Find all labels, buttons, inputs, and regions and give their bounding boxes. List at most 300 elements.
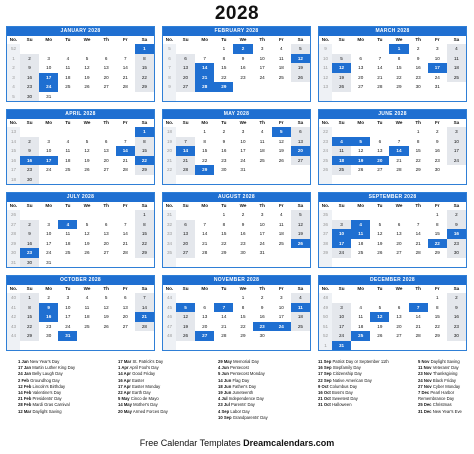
weekday-header: Su: [338, 37, 345, 42]
day-cell: 24: [259, 74, 265, 80]
holiday-date: 16 Oct: [318, 390, 331, 396]
weekday-header: Su: [182, 37, 189, 42]
day-cell: 6: [176, 220, 195, 230]
week-number: [163, 258, 176, 268]
day-cell: [116, 127, 135, 137]
day-cell: 27: [377, 167, 383, 172]
weekday-header: Th: [415, 120, 421, 125]
day-cell: 24: [259, 240, 265, 246]
day-cell: [58, 92, 77, 102]
day-cell: 3: [241, 129, 245, 134]
holiday-day-cell: 26: [291, 239, 310, 249]
month-header: DECEMBER 2028: [319, 276, 466, 285]
day-cell: 30: [447, 248, 466, 258]
day-cell: [77, 210, 96, 220]
day-cell: 4: [359, 304, 362, 310]
week-number-header: No.: [9, 286, 18, 291]
day-cell: [77, 331, 96, 341]
day-cell: 30: [46, 333, 52, 338]
day-cell: 27: [103, 167, 109, 172]
day-cell: 22: [221, 240, 227, 246]
holiday-day-cell: 16: [20, 156, 39, 166]
weekday-header: Tu: [377, 203, 383, 208]
week-number: 31: [163, 210, 176, 220]
month-block: [162, 275, 311, 351]
day-cell: 6: [291, 127, 310, 137]
day-cell: 13: [396, 231, 402, 236]
weekday-header: Mo: [45, 286, 53, 291]
week-row: [319, 229, 466, 239]
day-cell: 6: [123, 295, 127, 300]
day-cell: 15: [135, 229, 154, 239]
day-cell: 19: [377, 323, 383, 329]
footer-link[interactable]: Dreamcalendars.com: [243, 438, 335, 448]
holiday-name: Martin Luther King Day: [32, 365, 76, 371]
week-number: 27: [7, 220, 20, 230]
day-cell: [389, 175, 408, 185]
holiday-day-cell: 17: [428, 63, 447, 73]
week-number: 44: [7, 331, 20, 341]
day-cell: 5: [85, 55, 89, 61]
day-cell: 22: [415, 157, 421, 163]
day-cell: 5: [378, 221, 382, 227]
day-cell: [214, 175, 233, 185]
day-cell: 16: [259, 314, 265, 319]
day-cell: 1: [203, 129, 206, 134]
day-cell: 19: [176, 322, 195, 332]
weekday-header: Th: [103, 120, 109, 125]
weekday-header: Th: [259, 120, 265, 125]
week-row: [319, 258, 466, 268]
holiday-day-cell: 28: [195, 82, 214, 92]
day-cell: 21: [377, 74, 383, 80]
holiday-name: Good Friday: [132, 371, 156, 377]
week-number: 5: [163, 44, 176, 54]
day-cell: 20: [176, 239, 195, 249]
week-number: 46: [163, 312, 176, 322]
day-cell: 12: [84, 231, 90, 236]
week-number: 26: [7, 210, 20, 220]
day-cell: 20: [103, 74, 109, 80]
day-cell: 7: [135, 293, 154, 303]
week-row: [7, 44, 154, 54]
day-cell: [351, 127, 370, 137]
day-cell: 4: [66, 138, 70, 144]
week-number: 49: [319, 303, 332, 313]
weekday-header: We: [83, 286, 91, 291]
day-cell: 8: [435, 304, 439, 310]
holiday-date: 21 Oct: [318, 396, 331, 402]
day-cell: 8: [241, 304, 245, 310]
day-cell: 13: [396, 314, 402, 319]
day-cell: 22: [135, 73, 154, 83]
day-cell: 23: [20, 82, 39, 92]
week-row: [7, 92, 154, 102]
weekday-header: Tu: [221, 203, 227, 208]
day-cell: 16: [20, 73, 39, 83]
day-cell: [370, 341, 389, 351]
holiday-day-cell: 17: [39, 156, 58, 166]
day-cell: 15: [415, 148, 421, 153]
month-header: OCTOBER 2028: [7, 276, 154, 285]
day-cell: 9: [447, 220, 466, 230]
day-cell: 7: [203, 55, 206, 61]
day-cell: 23: [20, 165, 39, 175]
holiday-column: [418, 359, 472, 421]
day-cell: [409, 92, 428, 102]
week-number: 18: [163, 127, 176, 137]
week-row: [319, 156, 466, 166]
holiday-name: Stepfamily Day: [332, 365, 361, 371]
day-cell: 5: [332, 54, 351, 64]
week-number: 31: [7, 258, 20, 268]
holiday-date: 27 Nov: [418, 383, 432, 389]
holiday-day-cell: 12: [332, 63, 351, 73]
holiday-name: Sweetest Day: [331, 396, 358, 402]
holiday-name: Easter Monday: [132, 383, 161, 389]
holiday-date: 23 Jul: [218, 402, 230, 408]
weekday-header: We: [239, 120, 247, 125]
day-cell: 26: [84, 250, 90, 255]
holiday-date: 5 Jun: [218, 371, 229, 377]
day-cell: [20, 341, 39, 351]
day-cell: 24: [332, 248, 351, 258]
holiday-day-cell: 4: [58, 220, 77, 230]
week-row: [163, 73, 310, 83]
month-header: JANUARY 2028: [7, 27, 154, 36]
month-header: FEBRUARY 2028: [163, 27, 310, 36]
day-cell: 2: [447, 293, 466, 303]
holiday-day-cell: 20: [291, 146, 310, 156]
day-cell: 27: [176, 82, 195, 92]
holiday-date: 24 Nov: [418, 377, 432, 383]
day-cell: 13: [103, 231, 109, 236]
day-cell: 11: [447, 54, 466, 64]
week-row: [163, 165, 310, 175]
day-cell: 15: [221, 231, 227, 236]
week-row: [163, 331, 310, 341]
week-row: [163, 92, 310, 102]
weekday-header: Tu: [65, 203, 71, 208]
day-cell: 24: [46, 167, 52, 172]
week-number: 5: [7, 92, 20, 102]
day-cell: 25: [278, 240, 284, 246]
day-cell: 29: [221, 250, 227, 255]
day-cell: [135, 92, 154, 102]
week-number: 10: [319, 54, 332, 64]
day-cell: 3: [47, 55, 50, 61]
day-cell: 5: [85, 138, 89, 144]
day-cell: 13: [377, 148, 383, 153]
holiday-item: [18, 409, 115, 415]
week-row: [7, 312, 154, 322]
day-cell: [291, 165, 310, 175]
holiday-date: 16 Sep: [318, 365, 332, 371]
month-block: [6, 275, 155, 351]
week-row: [319, 293, 466, 303]
day-cell: [332, 293, 351, 303]
day-cell: 18: [358, 240, 364, 246]
day-cell: 10: [65, 304, 71, 310]
week-row: [7, 127, 154, 137]
day-cell: [370, 293, 389, 303]
day-cell: 21: [122, 240, 128, 246]
holiday-date: 14 May: [118, 402, 132, 408]
holiday-date: 2 Feb: [18, 377, 29, 383]
weekday-header-row: [7, 119, 154, 127]
day-cell: [428, 341, 447, 351]
day-cell: [409, 258, 428, 268]
week-number: 2: [7, 63, 20, 73]
week-row: [7, 220, 154, 230]
day-cell: [351, 210, 370, 220]
day-cell: [176, 341, 195, 351]
day-cell: 21: [176, 156, 195, 166]
day-cell: 11: [65, 65, 71, 70]
weekday-header: Su: [182, 120, 189, 125]
week-row: [319, 82, 466, 92]
day-cell: [214, 341, 233, 351]
holiday-name: Halloween: [331, 402, 352, 408]
day-cell: 29: [415, 167, 421, 172]
holiday-date: 31 Oct: [318, 402, 331, 408]
day-cell: 6: [104, 138, 108, 144]
day-cell: [332, 175, 351, 185]
day-cell: 4: [279, 46, 283, 51]
week-row: [7, 175, 154, 185]
day-cell: [176, 127, 195, 137]
day-cell: 29: [396, 84, 402, 89]
day-cell: 27: [396, 250, 402, 255]
day-cell: 16: [240, 231, 246, 236]
day-cell: [176, 92, 195, 102]
day-cell: [447, 82, 466, 92]
weekday-header: Sa: [141, 286, 148, 291]
holiday-name: Juneteenth: [232, 390, 254, 396]
day-cell: 16: [415, 65, 421, 70]
day-cell: 5: [104, 295, 108, 300]
holiday-date: 9 Oct: [318, 383, 329, 389]
week-row: [319, 73, 466, 83]
day-cell: 14: [122, 65, 128, 70]
holiday-day-cell: 31: [58, 331, 77, 341]
day-cell: 25: [291, 322, 310, 332]
week-number: [163, 341, 176, 351]
week-row: [163, 44, 310, 54]
weekday-header: Sa: [453, 286, 460, 291]
month-header: MARCH 2028: [319, 27, 466, 36]
day-cell: [39, 127, 58, 137]
week-number: 11: [319, 63, 332, 73]
week-row: [163, 82, 310, 92]
day-cell: 15: [434, 314, 440, 319]
day-cell: 13: [122, 304, 128, 310]
day-cell: [447, 92, 466, 102]
weekday-header: Th: [103, 286, 109, 291]
day-cell: 24: [332, 331, 351, 341]
weekday-header: Fr: [434, 203, 440, 208]
day-cell: [351, 293, 370, 303]
day-cell: 26: [176, 331, 195, 341]
weekday-header: Fr: [122, 120, 128, 125]
day-cell: [447, 258, 466, 268]
day-cell: 6: [176, 54, 195, 64]
holiday-name: Valentine's Day: [32, 390, 62, 396]
week-number: 9: [319, 44, 332, 54]
day-cell: [447, 165, 466, 175]
holiday-day-cell: 12: [291, 54, 310, 64]
holiday-day-cell: 31: [332, 341, 351, 351]
week-number: 50: [319, 312, 332, 322]
day-cell: 31: [259, 250, 265, 255]
day-cell: 26: [84, 84, 90, 89]
day-cell: 30: [20, 258, 39, 268]
week-row: [319, 175, 466, 185]
day-cell: [253, 165, 272, 175]
weekday-header: Mo: [201, 120, 209, 125]
day-cell: [176, 210, 195, 220]
holiday-date: 18 Jun: [218, 383, 232, 389]
week-number: 52: [7, 44, 20, 54]
weekday-header: Fr: [278, 203, 284, 208]
day-cell: 25: [65, 84, 71, 89]
holiday-name: Mardi Gras Carnival: [32, 402, 70, 408]
holiday-day-cell: 10: [332, 229, 351, 239]
holiday-date: 28 Feb: [18, 402, 32, 408]
holiday-date: 5 Nov: [418, 359, 430, 364]
holiday-day-cell: 21: [135, 312, 154, 322]
day-cell: 14: [377, 65, 383, 70]
day-cell: 29: [434, 250, 440, 255]
weekday-header-row: [7, 285, 154, 293]
week-number-header: No.: [321, 286, 330, 291]
day-cell: 2: [20, 220, 39, 230]
day-cell: 22: [135, 239, 154, 249]
day-cell: 17: [332, 322, 351, 332]
day-cell: 3: [260, 212, 264, 217]
day-cell: [370, 44, 389, 54]
day-cell: [20, 44, 39, 54]
day-cell: [39, 341, 58, 351]
holiday-date: 12 Mar: [18, 408, 32, 414]
day-cell: 6: [397, 304, 401, 310]
day-cell: 28: [176, 165, 195, 175]
day-cell: 22: [240, 323, 246, 329]
holiday-day-cell: 24: [272, 322, 291, 332]
day-cell: 26: [291, 73, 310, 83]
day-cell: 28: [122, 84, 128, 89]
day-cell: 26: [84, 167, 90, 172]
day-cell: 2: [260, 295, 264, 300]
week-number-header: No.: [321, 37, 330, 42]
holiday-day-cell: 7: [409, 303, 428, 313]
day-cell: [116, 258, 135, 268]
footer-text: Free Calendar Templates: [139, 438, 241, 448]
week-number: 30: [7, 248, 20, 258]
week-number: 36: [319, 220, 332, 230]
day-cell: [97, 258, 116, 268]
day-cell: [39, 44, 58, 54]
weekday-header: Tu: [65, 286, 71, 291]
day-cell: 30: [20, 175, 39, 185]
day-cell: [97, 92, 116, 102]
day-cell: 14: [135, 303, 154, 313]
weekday-header: Fr: [278, 37, 284, 42]
day-cell: 16: [20, 239, 39, 249]
week-row: [163, 239, 310, 249]
holiday-date: 23 Nov: [418, 371, 432, 377]
holiday-date: 31 Dec: [418, 408, 432, 414]
day-cell: 15: [240, 314, 246, 319]
day-cell: 30: [447, 331, 466, 341]
month-block: [318, 192, 467, 268]
holiday-date: 20 May: [118, 408, 132, 414]
day-cell: [77, 92, 96, 102]
day-cell: 16: [240, 65, 246, 70]
day-cell: [291, 82, 310, 92]
day-cell: 23: [447, 239, 466, 249]
day-cell: 18: [447, 63, 466, 73]
week-number: 16: [7, 156, 20, 166]
day-cell: 20: [202, 323, 208, 329]
day-cell: [116, 92, 135, 102]
day-cell: 9: [241, 55, 245, 61]
day-cell: 1: [416, 129, 420, 134]
day-cell: 31: [434, 84, 440, 89]
day-cell: [97, 127, 116, 137]
day-cell: 15: [221, 65, 227, 70]
day-cell: [97, 331, 116, 341]
holiday-column: [318, 359, 415, 421]
week-row: [7, 165, 154, 175]
week-number: 7: [163, 63, 176, 73]
day-cell: 17: [447, 146, 466, 156]
day-cell: 10: [332, 312, 351, 322]
day-cell: [272, 258, 291, 268]
day-cell: 27: [103, 84, 109, 89]
holiday-day-cell: 4: [351, 220, 370, 230]
day-cell: 2: [20, 54, 39, 64]
day-cell: [272, 341, 291, 351]
week-row: [7, 137, 154, 147]
day-cell: 13: [103, 148, 109, 153]
day-cell: 14: [202, 231, 208, 236]
weekday-header: We: [83, 203, 91, 208]
day-cell: 20: [122, 314, 128, 319]
week-row: [163, 258, 310, 268]
day-cell: [253, 92, 272, 102]
day-cell: [351, 92, 370, 102]
holiday-name: St. Patrick's Day: [132, 359, 164, 364]
week-number: 17: [7, 165, 20, 175]
day-cell: 13: [291, 137, 310, 147]
day-cell: 7: [416, 221, 420, 227]
weekday-header: Su: [182, 286, 189, 291]
holiday-date: 4 Jul: [218, 396, 228, 402]
day-cell: [351, 175, 370, 185]
week-row: [7, 293, 154, 303]
day-cell: 10: [259, 221, 265, 227]
holiday-day-cell: 29: [195, 165, 214, 175]
holiday-name: Lincoln's Birthday: [32, 383, 66, 389]
week-number: 24: [319, 146, 332, 156]
day-cell: 18: [259, 148, 265, 153]
day-cell: 13: [176, 229, 195, 239]
weekday-header: Fr: [434, 37, 440, 42]
day-cell: 11: [332, 146, 351, 156]
day-cell: [332, 92, 351, 102]
day-cell: [253, 82, 272, 92]
